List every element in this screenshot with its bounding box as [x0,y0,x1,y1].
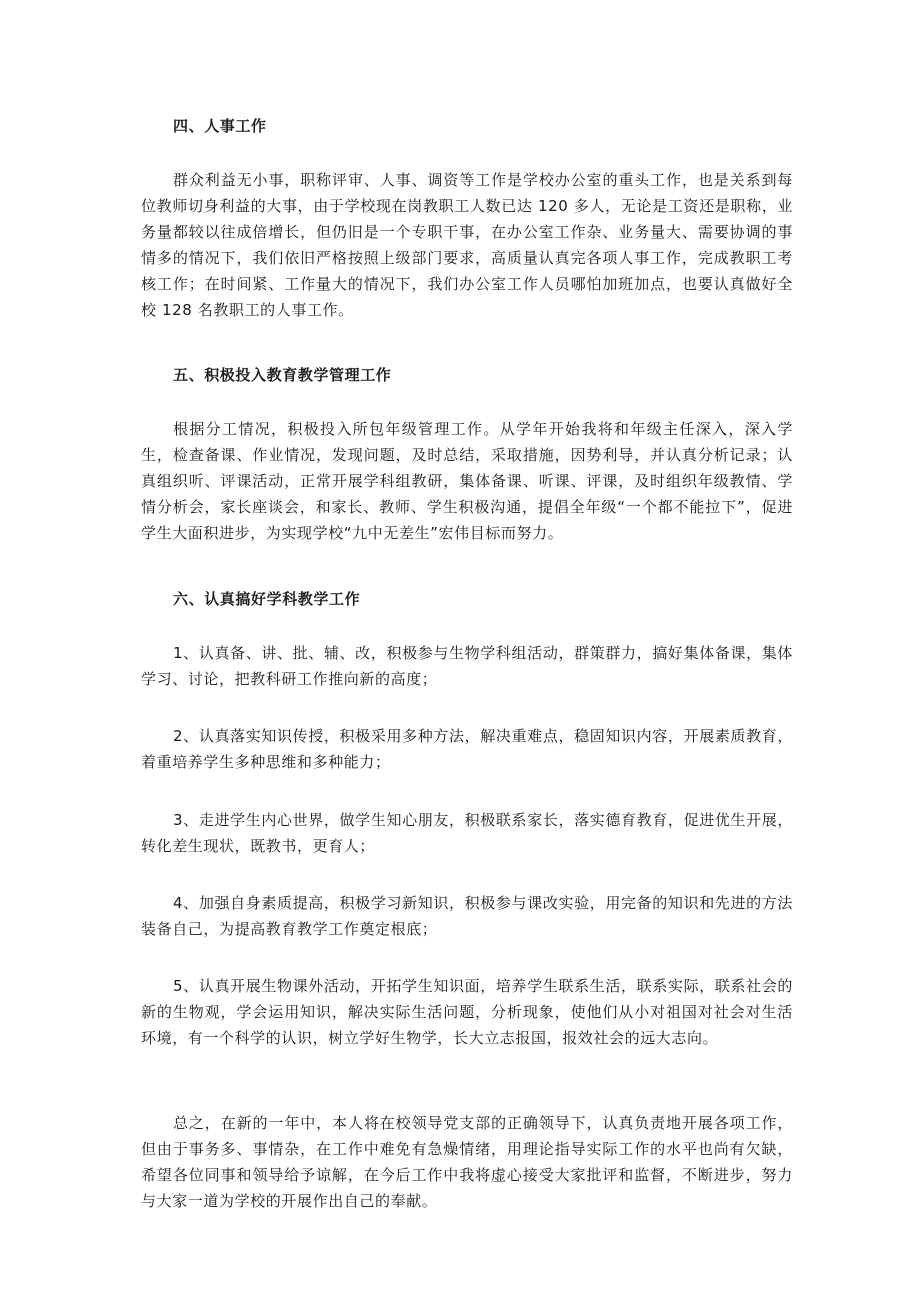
list-item-3: 3、走进学生内心世界，做学生知心朋友，积极联系家长，落实德育教育，促进优生开展，转化差生现状，既教书，更育人； [141,811,793,855]
paragraph-conclusion: 总之，在新的一年中，本人将在校领导党支部的正确领导下，认真负责地开展各项工作，但由于事务多、事情杂，在工作中难免有急燥情绪，用理论指导实际工作的水平也尚有欠缺，希望各位同事和领导给予谅解，在今后工作中我将虚心接受大家批评和监督，不断进步，努力与大家一道为学校的开展作出自己的奉献。 [141,1114,793,1210]
list-item-4: 4、加强自身素质提高，积极学习新知识，积极参与课改实验，用完备的知识和先进的方法装备自己，为提高教育教学工作奠定根底； [141,894,793,938]
section-heading-teaching-management: 五、积极投入教育教学管理工作 [173,366,392,384]
list-item-2: 2、认真落实知识传授，积极采用多种方法，解决重难点，稳固知识内容，开展素质教育，着重培养学生多种思维和多种能力； [141,727,793,771]
list-item-1: 1、认真备、讲、批、辅、改，积极参与生物学科组活动，群策群力，搞好集体备课，集体学习、讨论，把教科研工作推向新的高度； [141,644,793,688]
section-heading-subject-teaching: 六、认真搞好学科教学工作 [173,590,361,608]
list-item-5: 5、认真开展生物课外活动，开拓学生知识面，培养学生联系生活，联系实际，联系社会的新的生物观，学会运用知识，解决实际生活问题，分析现象，使他们从小对祖国对社会对生活环境，有一个科学的认识，树立学好生物学，长大立志报国，报效社会的远大志向。 [141,977,793,1047]
section-heading-personnel: 四、人事工作 [173,117,267,135]
paragraph-personnel: 群众利益无小事，职称评审、人事、调资等工作是学校办公室的重头工作，也是关系到每位教师切身利益的大事，由于学校现在岗教职工人数已达 120 多人，无论是工资还是职称，业务量都较以往成倍增长，但仍旧是一个专职干事，在办公室工作杂、业务量大、需要协调的事情多的情况下，我们依旧严格按照上级部门要求，高质量认真完各项人事工作，完成教职工考核工作；在时间紧、工作量大的情况下，我们办公室工作人员哪怕加班加点，也要认真做好全校 128 名教职工的人事工作。 [141,171,793,319]
paragraph-teaching-management: 根据分工情况，积极投入所包年级管理工作。从学年开始我将和年级主任深入，深入学生，检查备课、作业情况，发现问题，及时总结，采取措施，因势利导，并认真分析记录；认真组织听、评课活动，正常开展学科组教研，集体备课、听课、评课，及时组织年级教情、学情分析会，家长座谈会，和家长、教师、学生积极沟通，提倡全年级“一个都不能拉下”，促进学生大面积进步，为实现学校“九中无差生”宏伟目标而努力。 [141,420,793,542]
